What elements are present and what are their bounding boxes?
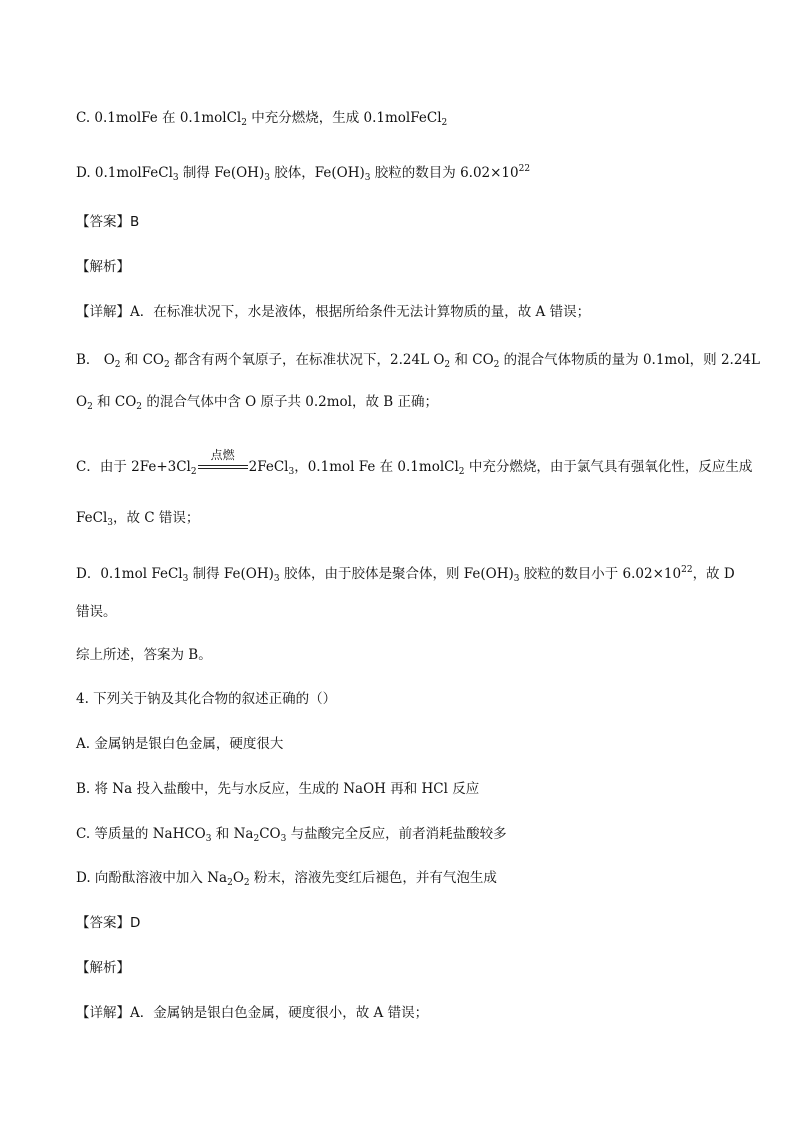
subscript: 3 <box>172 173 179 183</box>
text-segment: C. 等质量的 NaHCO <box>76 826 206 842</box>
text-segment: ，0.1mol Fe 在 0.1molCl <box>294 459 459 475</box>
text-segment: 的混合气体中含 O 原子共 0.2mol，故 B 正确； <box>142 394 438 410</box>
subscript: 3 <box>273 574 280 584</box>
subscript: 2 <box>114 360 121 370</box>
text-segment: ，故 C 错误； <box>113 510 200 526</box>
text-segment: 2FeCl <box>248 459 289 475</box>
text-segment: 粉末，溶液先变红后褪色，并有气泡生成 <box>249 870 497 886</box>
question-4-stem: 4. 下列关于钠及其化合物的叙述正确的（） <box>76 691 337 707</box>
detail-a: 【详解】A．在标准状况下，水是液体，根据所给条件无法计算物质的量，故 A 错误； <box>76 304 591 320</box>
text-segment: D. 0.1molFeCl <box>76 165 173 181</box>
text-segment: 制得 Fe(OH) <box>188 566 274 582</box>
superscript: 22 <box>681 565 693 575</box>
text-segment: ，故 D <box>692 566 735 582</box>
text-segment: O <box>232 870 244 886</box>
subscript: 2 <box>458 467 465 477</box>
detail-c-line1 <box>76 447 753 477</box>
text-segment: 都含有两个氧原子，在标准状况下，2.24L O <box>169 352 445 368</box>
text-segment: 与盐酸完全反应，前者消耗盐酸较多 <box>286 826 507 842</box>
subscript: 2 <box>243 878 250 888</box>
subscript: 3 <box>288 467 295 477</box>
text-segment: 制得 Fe(OH) <box>178 165 265 181</box>
detail-d-line2: 错误。 <box>76 604 117 620</box>
text-segment: FeCl <box>76 510 108 526</box>
reaction-right <box>249 459 753 475</box>
detail-d-line1 <box>76 564 734 584</box>
reaction-condition-sign <box>198 447 248 475</box>
subscript: 3 <box>513 574 520 584</box>
text-segment: 中充分燃烧，由于氯气具有强氧化性，反应生成 <box>464 459 753 475</box>
superscript: 22 <box>518 164 531 174</box>
subscript: 2 <box>444 360 451 370</box>
detail-b-line1 <box>76 350 760 370</box>
subscript: 3 <box>182 574 189 584</box>
subscript: 2 <box>441 118 448 128</box>
detail2-a: 【详解】A．金属钠是银白色金属，硬度很小，故 A 错误； <box>76 1005 429 1021</box>
text-segment: 和 CO <box>120 352 164 368</box>
text-segment: D．0.1mol FeCl <box>76 566 183 582</box>
text-segment: 和 Na <box>211 826 254 842</box>
summary: 综上所述，答案为 B。 <box>76 647 212 663</box>
question-4-option-b: B. 将 Na 投入盐酸中，先与水反应，生成的 NaOH 再和 HCl 反应 <box>76 781 480 797</box>
subscript: 3 <box>264 173 270 183</box>
analysis-label-2: 【解析】 <box>76 960 130 976</box>
text-segment: CO <box>259 826 281 842</box>
subscript: 3 <box>364 173 371 183</box>
subscript: 2 <box>190 467 197 477</box>
text-segment: 和 CO <box>450 352 494 368</box>
text-segment: C. 0.1molFe 在 0.1molCl <box>76 110 242 126</box>
subscript: 2 <box>241 118 247 128</box>
text-segment: 的混合气体物质的量为 0.1mol，则 2.24L <box>499 352 760 368</box>
analysis-label: 【解析】 <box>76 259 130 275</box>
answer-label-2: 【答案】D <box>76 915 141 931</box>
subscript: 2 <box>87 402 93 412</box>
option-c-previous <box>76 108 734 128</box>
subscript: 3 <box>107 518 113 528</box>
text-segment: D. 向酚酞溶液中加入 Na <box>76 870 228 886</box>
option-d-previous <box>76 163 734 183</box>
text-segment: 胶体，Fe(OH) <box>269 165 365 181</box>
text-segment: 和 CO <box>92 394 137 410</box>
subscript: 3 <box>280 834 287 844</box>
text-segment: O <box>76 394 88 410</box>
subscript: 2 <box>253 834 260 844</box>
question-4-option-c <box>76 824 734 844</box>
reaction-condition: 点燃 <box>210 447 235 462</box>
text-segment: 胶粒的数目小于 6.02×10 <box>519 566 682 582</box>
subscript: 2 <box>164 360 170 370</box>
text-segment: 胶粒的数目为 6.02×10 <box>370 165 519 181</box>
detail-c-line2 <box>76 508 734 528</box>
answer-label: 【答案】B <box>76 214 140 230</box>
subscript: 2 <box>136 402 143 412</box>
reaction-left <box>76 459 197 475</box>
question-4-option-a: A. 金属钠是银白色金属，硬度很大 <box>76 736 284 752</box>
text-segment: C．由于 2Fe+3Cl <box>76 459 191 475</box>
subscript: 2 <box>227 878 233 888</box>
question-4-option-d <box>76 868 734 888</box>
text-segment: 中充分燃烧，生成 0.1molFeCl <box>246 110 442 126</box>
text-segment: B． O <box>76 352 115 368</box>
text-segment: 胶体，由于胶体是聚合体，则 Fe(OH) <box>279 566 514 582</box>
subscript: 2 <box>493 360 500 370</box>
subscript: 3 <box>205 834 212 844</box>
detail-b-line2 <box>76 392 734 412</box>
